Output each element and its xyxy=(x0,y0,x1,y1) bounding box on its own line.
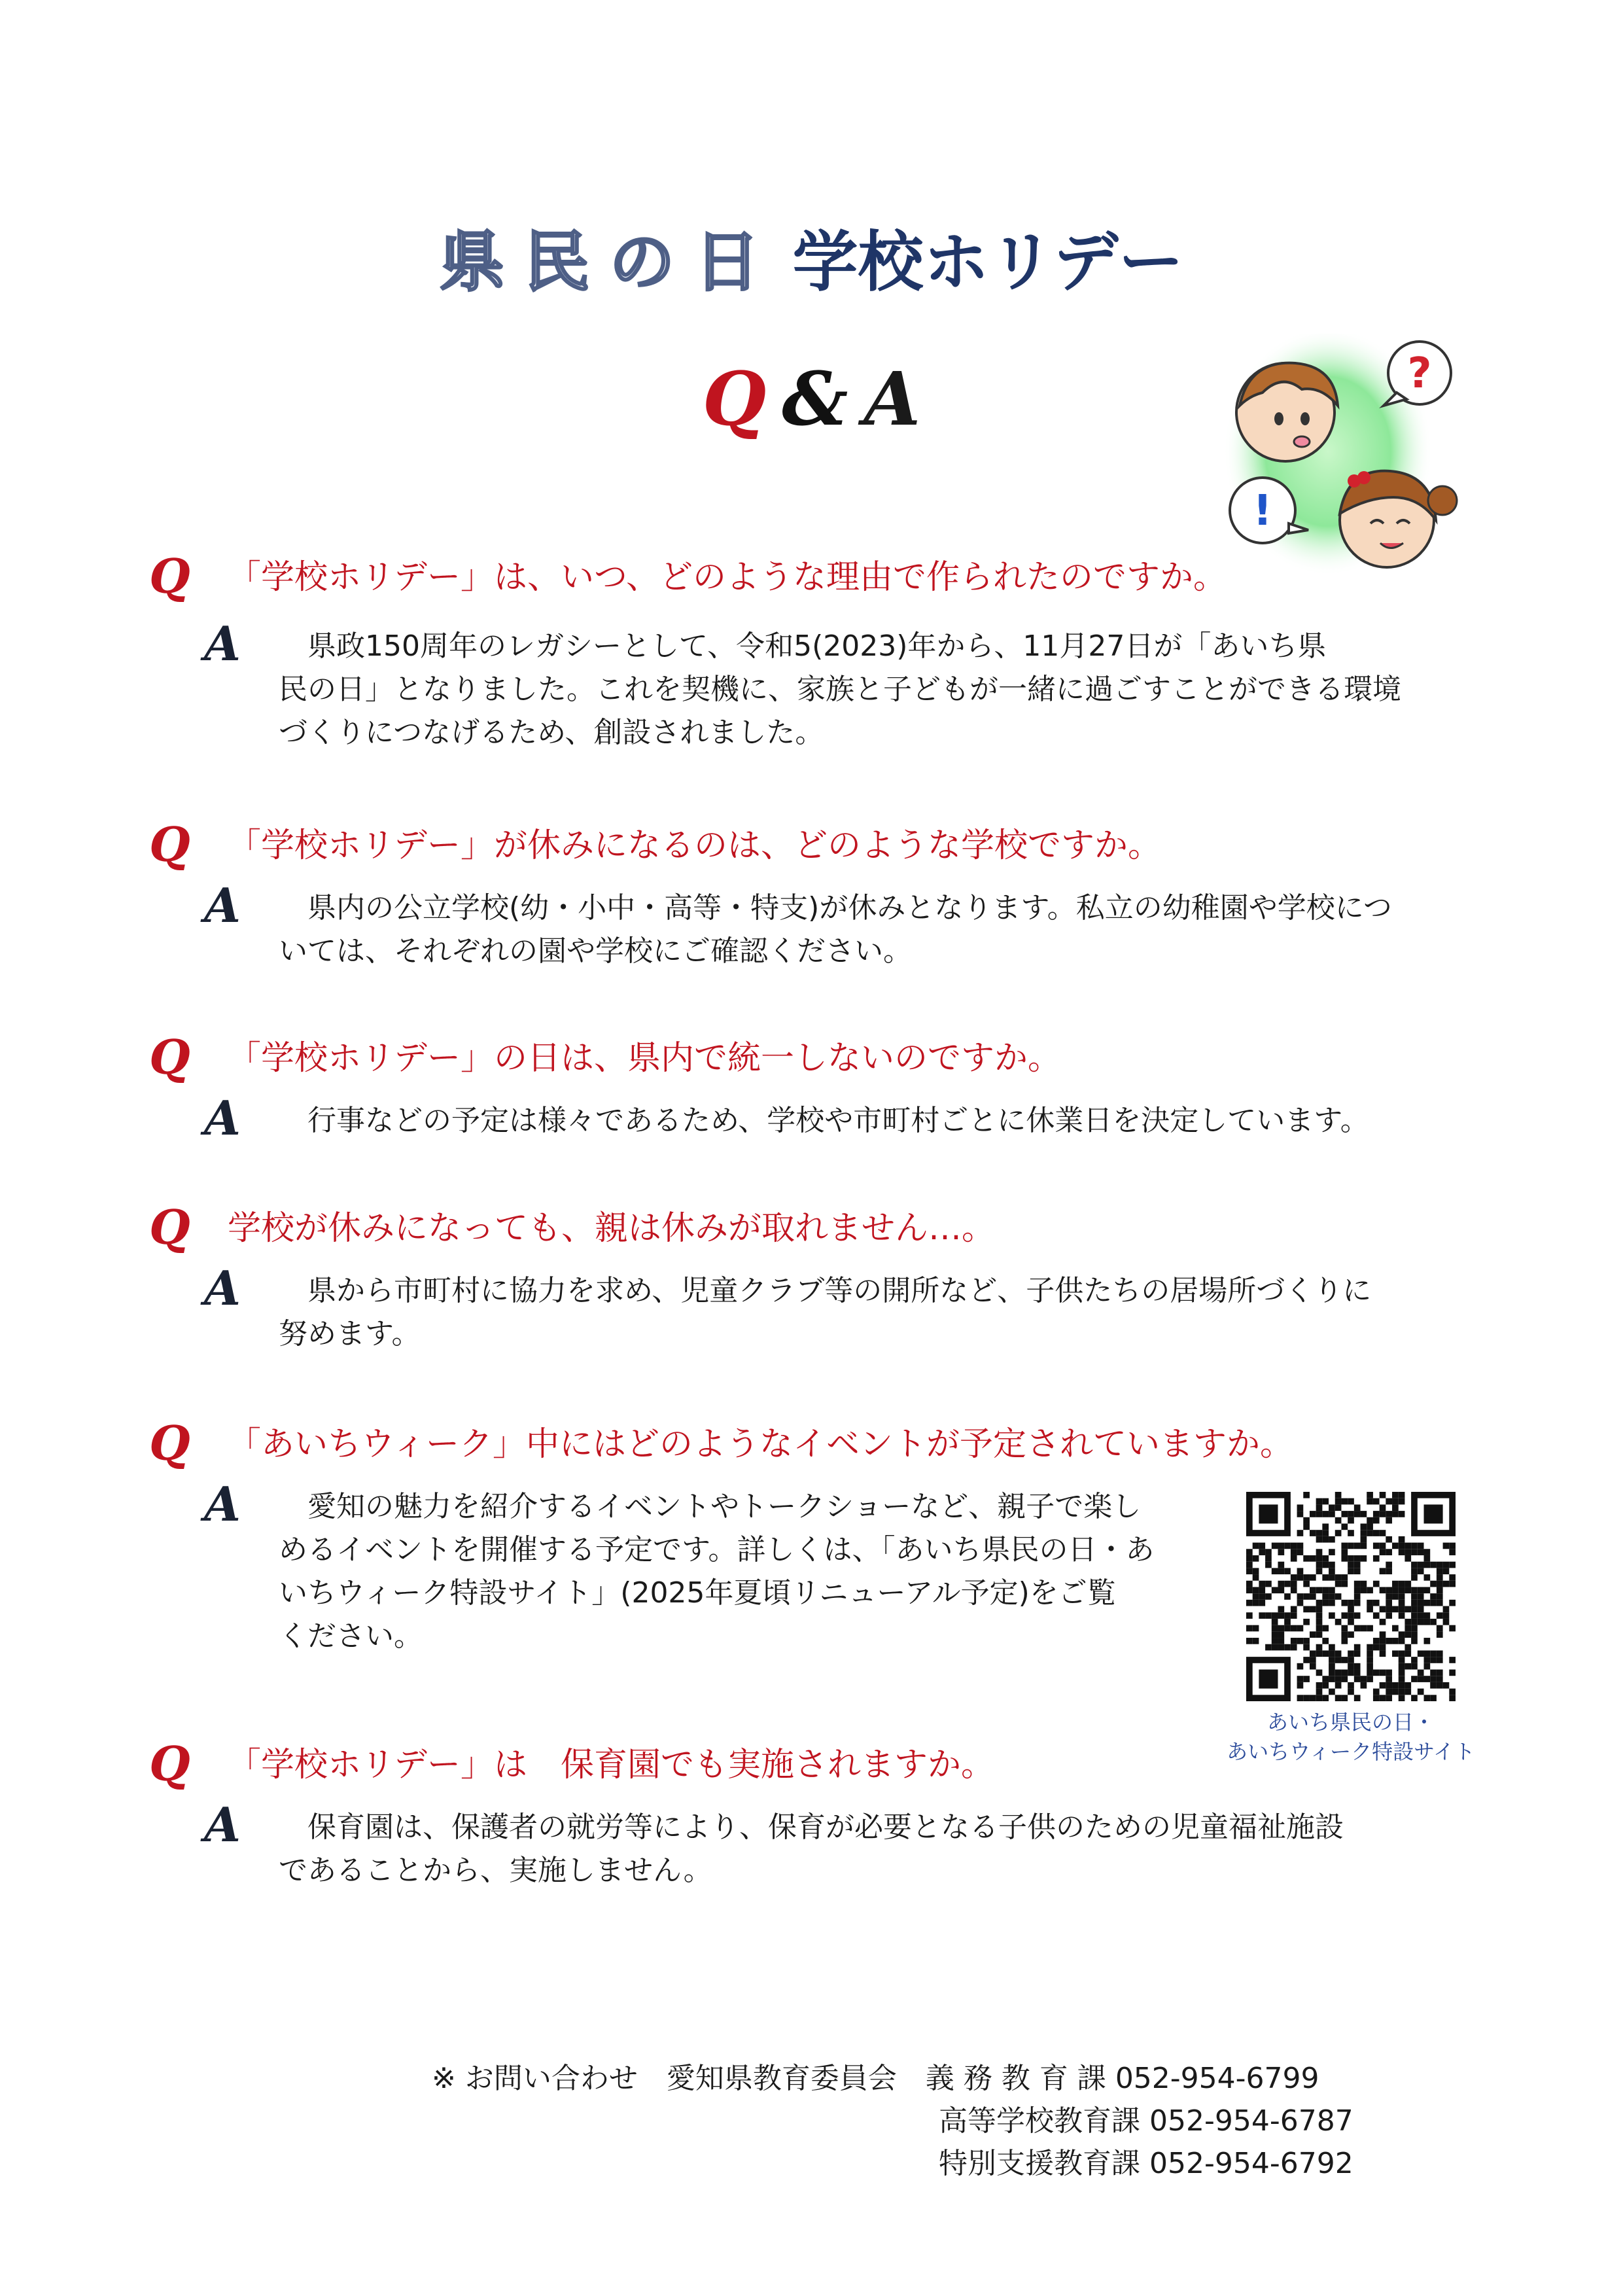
q-mark-icon: Q xyxy=(149,1415,190,1471)
title-part1: 県民の日 xyxy=(439,224,780,300)
title-part2: 学校ホリデー xyxy=(792,224,1184,300)
answer-line: 愛知の魅力を紹介するイベントやトークショーなど、親子で楽し xyxy=(279,1490,1142,1523)
contact-dept: 義 務 教 育 課 xyxy=(925,2062,1106,2095)
question-bubble-icon xyxy=(1384,342,1451,406)
contact-phone: 052-954-6787 xyxy=(1149,2104,1353,2138)
a-mark-icon: A xyxy=(204,1797,241,1852)
qr-caption xyxy=(1197,1708,1505,1767)
qr-caption-line2: あいちウィーク特設サイト xyxy=(1227,1739,1475,1764)
answer-line: 行事などの予定は様々であるため、学校や市町村ごとに休業日を決定しています。 xyxy=(279,1104,1369,1137)
a-mark-icon: A xyxy=(204,1260,241,1316)
svg-text:?: ? xyxy=(1407,349,1432,398)
contact-row xyxy=(939,2100,1353,2142)
svg-text:!: ! xyxy=(1253,487,1272,535)
girl-face-icon xyxy=(1340,471,1457,567)
answer-line: 努めます。 xyxy=(279,1317,421,1351)
answer-5 xyxy=(279,1485,1154,1658)
contact-dept: 高等学校教育課 xyxy=(939,2104,1140,2138)
answer-line: めるイベントを開催する予定です。詳しくは、「あいち県民の日・あ xyxy=(279,1533,1155,1566)
answer-3 xyxy=(279,1099,1369,1142)
answer-line: 保育園は、保護者の就労等により、保育が必要となる子供のための児童福祉施設 xyxy=(279,1810,1344,1844)
a-mark-icon: A xyxy=(204,877,241,933)
contact-phone: 052-954-6792 xyxy=(1149,2147,1353,2180)
contact-label: ※ お問い合わせ 愛知県教育委員会 xyxy=(432,2062,897,2095)
qa-header-a: A xyxy=(864,357,921,442)
a-mark-icon: A xyxy=(204,616,241,671)
answer-line: 県政150周年のレガシーとして、令和5(2023)年から、11月27日が「あいち県 xyxy=(279,629,1327,663)
q-mark-icon: Q xyxy=(149,548,190,604)
answer-line: 県から市町村に協力を求め、児童クラブ等の開所など、子供たちの居場所づくりに xyxy=(279,1274,1372,1307)
answer-line: 県内の公立学校(幼・小中・高等・特支)が休みとなります。私立の幼稚園や学校につ xyxy=(279,891,1392,925)
contact-info xyxy=(432,2058,1319,2100)
answer-4 xyxy=(279,1269,1371,1356)
question-6: 「学校ホリデー」は 保育園でも実施されますか。 xyxy=(228,1746,994,1784)
page-title xyxy=(0,209,1623,304)
q-mark-icon: Q xyxy=(149,1736,190,1792)
question-2: 「学校ホリデー」が休みになるのは、どのような学校ですか。 xyxy=(228,826,1161,865)
qr-caption-line1: あいち県民の日・ xyxy=(1266,1710,1435,1735)
question-4: 学校が休みになっても、親は休みが取れません…。 xyxy=(228,1209,996,1248)
contact-row xyxy=(432,2058,1319,2100)
qa-header-amp: & xyxy=(782,357,848,442)
answer-2 xyxy=(279,887,1392,973)
answer-line: いては、それぞれの園や学校にご確認ください。 xyxy=(279,934,912,968)
question-3: 「学校ホリデー」の日は、県内で統一しないのですか。 xyxy=(228,1039,1061,1078)
answer-line: づくりにつなげるため、創設されました。 xyxy=(279,716,824,749)
question-5: 「あいちウィーク」中にはどのようなイベントが予定されていますか。 xyxy=(228,1425,1293,1464)
children-illustration xyxy=(1223,334,1459,576)
contact-dept: 特別支援教育課 xyxy=(939,2147,1140,2180)
qa-header-q: Q xyxy=(702,357,767,442)
a-mark-icon: A xyxy=(204,1090,241,1146)
a-mark-icon: A xyxy=(204,1476,241,1532)
answer-1 xyxy=(279,625,1401,754)
q-mark-icon: Q xyxy=(149,817,190,872)
answer-6 xyxy=(279,1806,1344,1892)
contact-row xyxy=(939,2143,1353,2185)
qr-code-icon[interactable] xyxy=(1246,1492,1456,1701)
answer-line: 民の日」となりました。これを契機に、家族と子どもが一緒に過ごすことができる環境 xyxy=(279,673,1401,706)
contact-phone: 052-954-6799 xyxy=(1115,2062,1319,2095)
answer-line: いちウィーク特設サイト」(2025年夏頃リニューアル予定)をご覧 xyxy=(279,1576,1116,1610)
question-1: 「学校ホリデー」は、いつ、どのような理由で作られたのですか。 xyxy=(228,558,1227,597)
answer-line: であることから、実施しません。 xyxy=(279,1854,712,1887)
answer-line: ください。 xyxy=(279,1619,423,1653)
q-mark-icon: Q xyxy=(149,1199,190,1255)
q-mark-icon: Q xyxy=(149,1029,190,1085)
